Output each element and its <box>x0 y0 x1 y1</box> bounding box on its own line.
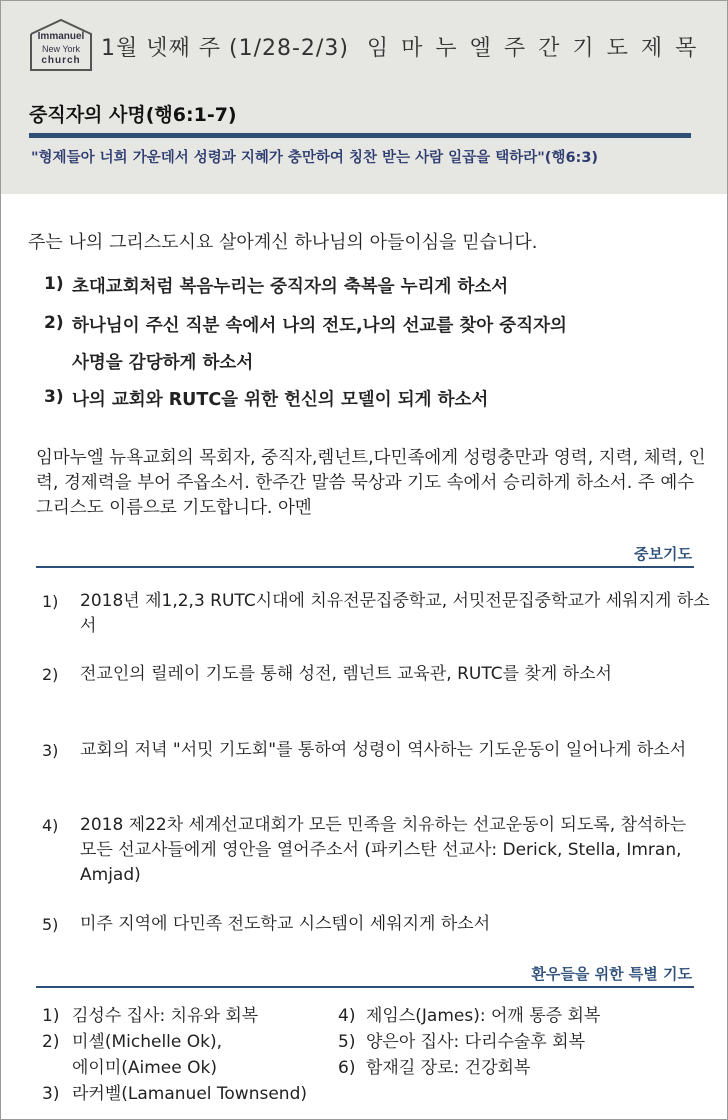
patient-text: 미셸(Michelle Ok), <box>72 1032 223 1052</box>
patient-entry <box>338 1003 600 1029</box>
patient-number: 6) <box>338 1058 356 1078</box>
patients-title: 환우들을 위한 특별 기도 <box>531 965 692 983</box>
intercession-item: 2018년 제1,2,3 RUTC시대에 치유전문집중학교, 서밋전문집중학교가 세워지게 하소서 <box>80 591 710 636</box>
prayer-text: 초대교회처럼 복음누리는 중직자의 축복을 누리게 하소서 <box>72 277 509 297</box>
patient-text: 김성수 집사: 치유와 회복 <box>72 1006 259 1026</box>
title-week: 1월 넷째 주 (1/28-2/3) <box>101 36 349 61</box>
patient-number: 5) <box>338 1032 356 1052</box>
patient-entry <box>42 1081 307 1107</box>
logo-line-2: New York <box>41 44 81 54</box>
prayer-number: 1) <box>44 274 64 294</box>
intercession-number: 4) <box>42 816 59 835</box>
prayer-text: 하나님이 주신 직분 속에서 나의 전도,나의 선교를 찾아 중직자의 <box>72 316 567 336</box>
patient-text: 양은아 집사: 다리수술후 회복 <box>366 1032 586 1052</box>
prayer-number: 3) <box>44 387 64 407</box>
prayer-text-continued: 사명을 감당하게 하소서 <box>72 353 254 373</box>
intercession-item: 교회의 저녁 "서밋 기도회"를 통하여 성령이 역사하는 기도운동이 일어나게 하소서 <box>80 740 687 760</box>
intercession-number: 3) <box>42 741 59 760</box>
intercession-divider <box>36 566 694 568</box>
intercession-item: 미주 지역에 다민족 전도학교 시스템이 세워지게 하소서 <box>80 914 491 934</box>
intercession-number: 1) <box>42 592 59 611</box>
intro-statement: 주는 나의 그리스도시요 살아계신 하나님의 아들이심을 믿습니다. <box>28 232 538 253</box>
blessing-paragraph: 임마누엘 뉴욕교회의 목회자, 중직자,렘넌트,다민족에게 성령충만과 영력, 지력, 체력, 인력, 경제력을 부어 주옵소서. 한주간 말씀 묵상과 기도 속에서 승리하게 하소서. 주 예수 그리스도 이름으로 기도합니다. 아멘 <box>36 448 706 518</box>
patient-number: 1) <box>42 1006 60 1026</box>
patient-text: 제임스(James): 어깨 통증 회복 <box>366 1006 601 1026</box>
patient-text: 함재길 장로: 건강회복 <box>366 1058 531 1078</box>
logo-line-3: church <box>41 55 81 66</box>
subtitle: 중직자의 사명(행6:1-7) <box>29 104 237 126</box>
title-main: 임 마 누 엘 주 간 기 도 제 목 <box>366 36 700 61</box>
patient-entry <box>338 1055 600 1081</box>
church-logo <box>29 18 93 72</box>
patient-entry <box>42 1055 307 1081</box>
scripture-quote: "형제들아 너희 가운데서 성령과 지혜가 충만하여 칭찬 받는 사람 일곱을 택하라"(행6:3) <box>31 150 599 166</box>
logo-line-1: Immanuel <box>37 31 85 42</box>
intercession-number: 2) <box>42 665 59 684</box>
patients-right-column <box>338 1003 600 1081</box>
intercession-number: 5) <box>42 915 59 934</box>
header-divider <box>29 133 691 138</box>
intercession-title: 중보기도 <box>634 545 692 563</box>
page-title <box>101 31 699 62</box>
patient-entry <box>42 1003 307 1029</box>
patient-text: 라커벨(Lamanuel Townsend) <box>72 1084 307 1104</box>
intercession-item: 전교인의 릴레이 기도를 통해 성전, 렘넌트 교육관, RUTC를 찾게 하소서 <box>80 664 612 684</box>
prayer-number: 2) <box>44 313 64 333</box>
patient-entry <box>338 1029 600 1055</box>
prayer-text: 나의 교회와 RUTC을 위한 헌신의 모델이 되게 하소서 <box>72 390 489 410</box>
patients-divider <box>36 986 694 988</box>
intercession-item: 2018 제22차 세계선교대회가 모든 민족을 치유하는 선교운동이 되도록, 참석하는 모든 선교사들에게 영안을 열어주소서 (파키스탄 선교사: Derick, Stella, Imran, Amjad) <box>80 815 687 885</box>
patient-number: 2) <box>42 1032 60 1052</box>
header <box>1 1 727 194</box>
patient-text: 에이미(Aimee Ok) <box>72 1058 217 1078</box>
patient-number: 4) <box>338 1006 356 1026</box>
patient-entry <box>42 1029 307 1055</box>
patient-number: 3) <box>42 1084 60 1104</box>
patients-left-column <box>42 1003 307 1107</box>
